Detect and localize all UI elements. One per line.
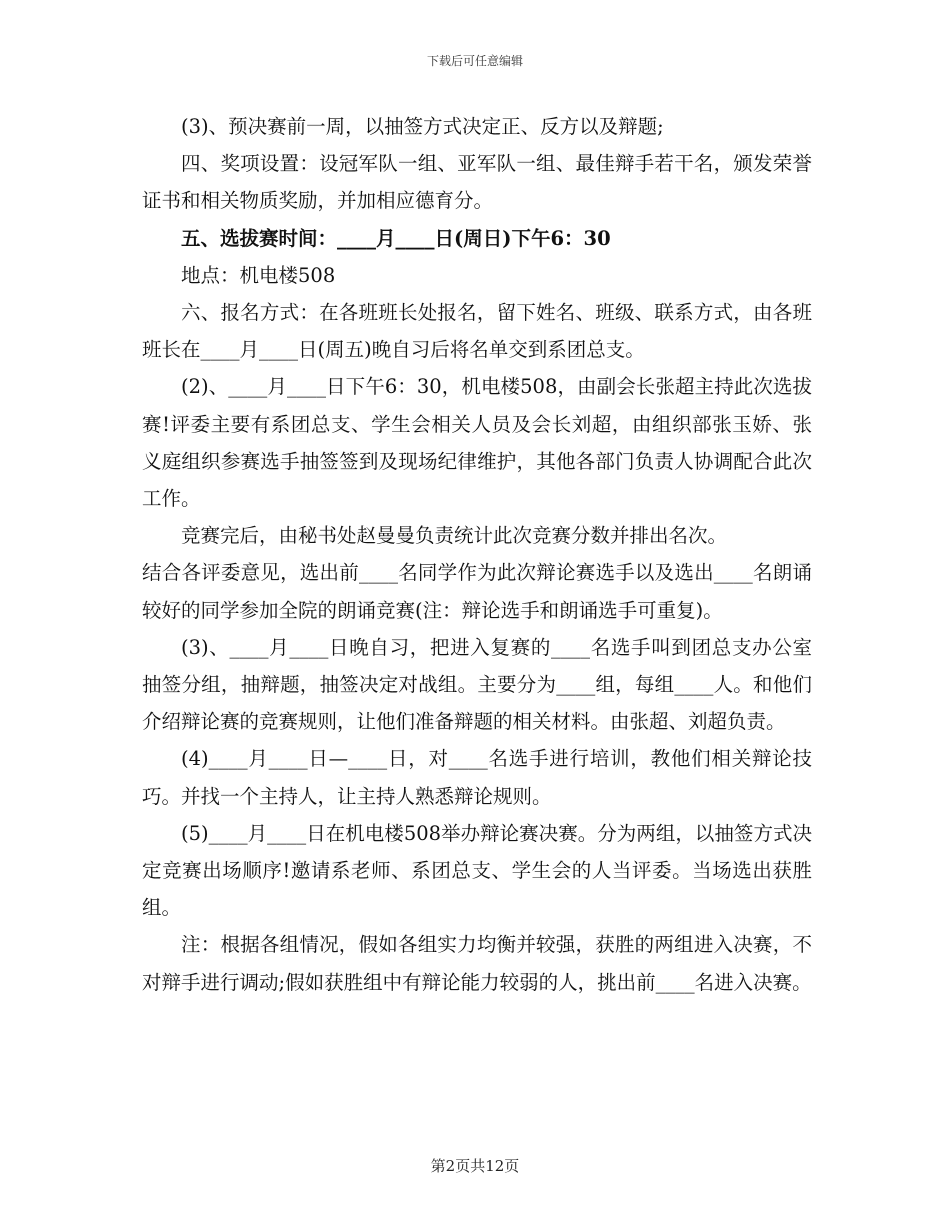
paragraph-8: 结合各评委意见，选出前____名同学作为此次辩论赛选手以及选出____名朗诵较好的同学参加全院的朗诵竞赛(注：辩论选手和朗诵选手可重复)。 [142,561,812,622]
paragraph-5: 六、报名方式：在各班班长处报名，留下姓名、班级、联系方式，由各班班长在____月____日(周五)晚自习后将名单交到系团总支。 [142,301,812,362]
paragraph-10: (4)____月____日—____日，对____名选手进行培训，教他们相关辩论技巧。并找一个主持人，让主持人熟悉辩论规则。 [142,747,812,808]
paragraph-12: 注：根据各组情况，假如各组实力均衡并较强，获胜的两组进入决赛，不对辩手进行调动;假如获胜组中有辩论能力较弱的人，挑出前____名进入决赛。 [142,933,812,994]
document-body [142,108,812,1001]
paragraph-4: 地点：机电楼508 [181,263,336,287]
page-header: 下载后可任意编辑 [426,54,523,68]
paragraph-2: 四、奖项设置：设冠军队一组、亚军队一组、最佳辩手若干名，颁发荣誉证书和相关物质奖励，并加相应德育分。 [142,152,812,213]
paragraph-1: (3)、预决赛前一周，以抽签方式决定正、反方以及辩题; [181,115,664,138]
paragraph-9: (3)、____月____日晚自习，把进入复赛的____名选手叫到团总支办公室抽签分组，抽辩题，抽签决定对战组。主要分为____组，每组____人。和他们介绍辩论赛的竞赛规则，让他们准备辩题的相关材料。由张超、刘超负责。 [142,635,812,734]
paragraph-7: 竞赛完后，由秘书处赵曼曼负责统计此次竞赛分数并排出名次。 [181,524,728,548]
page-footer: 第2页共12页 [430,1157,520,1175]
paragraph-6: (2)、____月____日下午6：30，机电楼508，由副会长张超主持此次选拔赛!评委主要有系团总支、学生会相关人员及会长刘超，由组织部张玉娇、张义庭组织参赛选手抽签签到及现场纪律维护，其他各部门负责人协调配合此次工作。 [142,375,812,511]
paragraph-3: 五、选拔赛时间：____月____日(周日)下午6：30 [181,226,611,250]
paragraph-11: (5)____月____日在机电楼508举办辩论赛决赛。分为两组，以抽签方式决定竞赛出场顺序!邀请系老师、系团总支、学生会的人当评委。当场选出获胜组。 [142,821,812,920]
